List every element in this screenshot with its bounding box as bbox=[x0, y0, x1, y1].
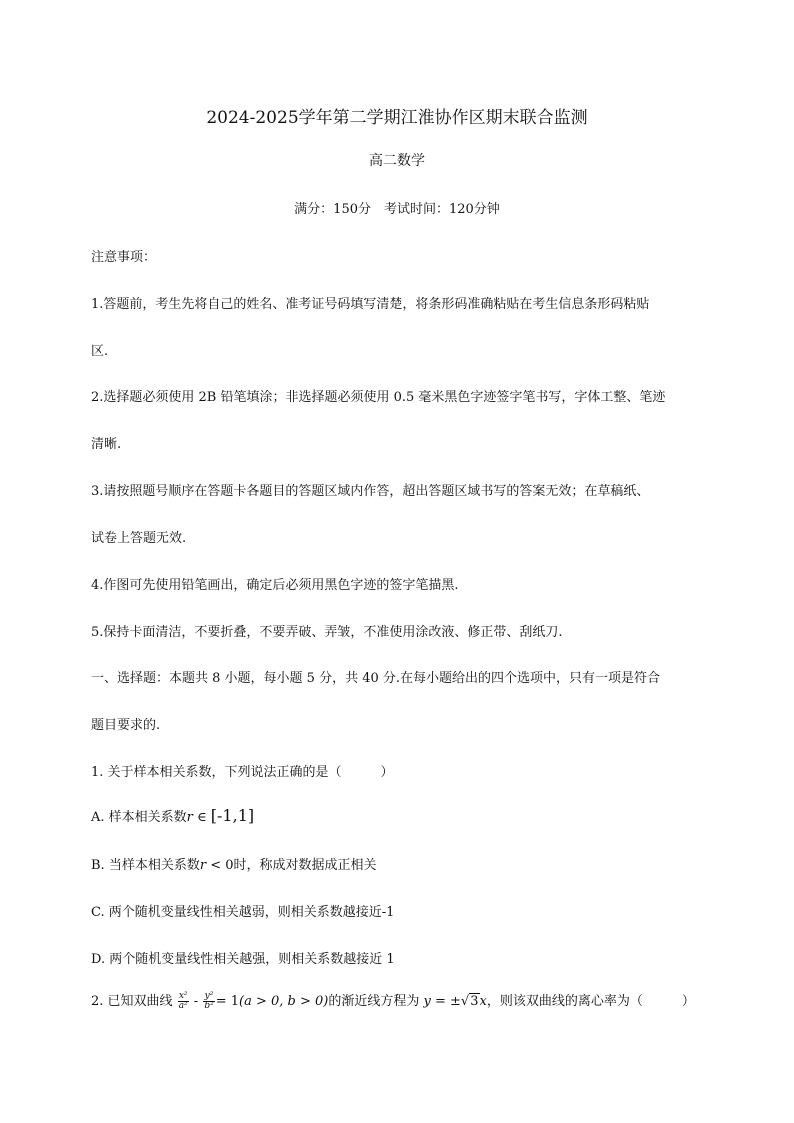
exam-subject: 高二数学 bbox=[369, 153, 425, 169]
math-var: r bbox=[186, 810, 193, 825]
score-time: 满分：150分 考试时间：120分钟 bbox=[294, 202, 500, 217]
math-asymptote-lhs: y = ± bbox=[423, 994, 461, 1009]
note-line: 3.请按照题号顺序在答题卡各题目的答题区域内作答，超出答题区域书写的答案无效；在草稿纸、 bbox=[91, 484, 650, 499]
note-line: 4.作图可先使用铅笔画出，确定后必须用黑色字迹的签字笔描黑. bbox=[91, 578, 459, 593]
sqrt-radicand: 3 bbox=[470, 994, 479, 1009]
question-1-option-b bbox=[91, 854, 712, 873]
note-line: 5.保持卡面清洁，不要折叠，不要弄破、弄皱，不准使用涂改液、修正带、刮纸刀. bbox=[91, 625, 563, 640]
question-1-option-c: C. 两个随机变量线性相关越弱，则相关系数越接近-1 bbox=[91, 905, 395, 920]
notes-heading: 注意事项： bbox=[91, 250, 157, 265]
note-line: 试卷上答题无效. bbox=[91, 531, 187, 546]
math-var: r bbox=[199, 858, 207, 873]
question-text: 2. 已知双曲线 bbox=[91, 994, 173, 1009]
option-text: B. 当样本相关系数 bbox=[91, 858, 200, 873]
math-minus: - bbox=[189, 994, 203, 1009]
math-var: x bbox=[479, 994, 487, 1009]
math-condition: < 0 bbox=[210, 858, 234, 873]
exam-title: 2024-2025学年第二学期江淮协作区期末联合监测 bbox=[206, 108, 588, 128]
section-heading-cont: 题目要求的. bbox=[91, 718, 161, 733]
note-line: 清晰. bbox=[91, 437, 122, 452]
fraction-numerator: x² bbox=[178, 991, 188, 1001]
note-line: 1.答题前，考生先将自己的姓名、准考证号码填写清楚，将条形码准确粘贴在考生信息条形码粘贴 bbox=[91, 297, 650, 312]
note-line: 2.选择题必须使用 2B 铅笔填涂；非选择题必须使用 0.5 毫米黑色字迹签字笔书写，字体工整、笔迹 bbox=[91, 390, 666, 405]
question-1-stem: 1. 关于样本相关系数，下列说法正确的是（ ） bbox=[91, 765, 394, 780]
fraction bbox=[178, 992, 189, 1011]
question-1-option-a bbox=[91, 806, 712, 825]
fraction-denominator: a² bbox=[178, 1001, 188, 1011]
fraction bbox=[203, 992, 214, 1011]
question-text: ，则该双曲线的离心率为（ ） bbox=[486, 994, 695, 1009]
question-text: 的渐近线方程为 bbox=[328, 994, 420, 1009]
section-heading: 一、选择题：本题共 8 小题，每小题 5 分，共 40 分.在每小题给出的四个选项中，只有一项是符合 bbox=[91, 671, 661, 686]
math-condition: (a > 0, b > 0) bbox=[239, 994, 329, 1009]
option-text: 时，称成对数据成正相关 bbox=[233, 858, 377, 873]
note-line: 区. bbox=[91, 344, 109, 359]
sqrt-symbol: √3 bbox=[460, 994, 479, 1009]
fraction-numerator: y² bbox=[204, 991, 214, 1001]
option-text: A. 样本相关系数 bbox=[91, 810, 187, 825]
math-equals: = 1 bbox=[215, 994, 240, 1009]
fraction-denominator: b² bbox=[204, 1001, 214, 1011]
question-1-option-d: D. 两个随机变量线性相关越强，则相关系数越接近 1 bbox=[91, 952, 395, 967]
math-symbol: ∈ bbox=[197, 810, 207, 825]
math-interval: [-1,1] bbox=[210, 806, 255, 825]
question-2-stem bbox=[91, 990, 712, 1011]
